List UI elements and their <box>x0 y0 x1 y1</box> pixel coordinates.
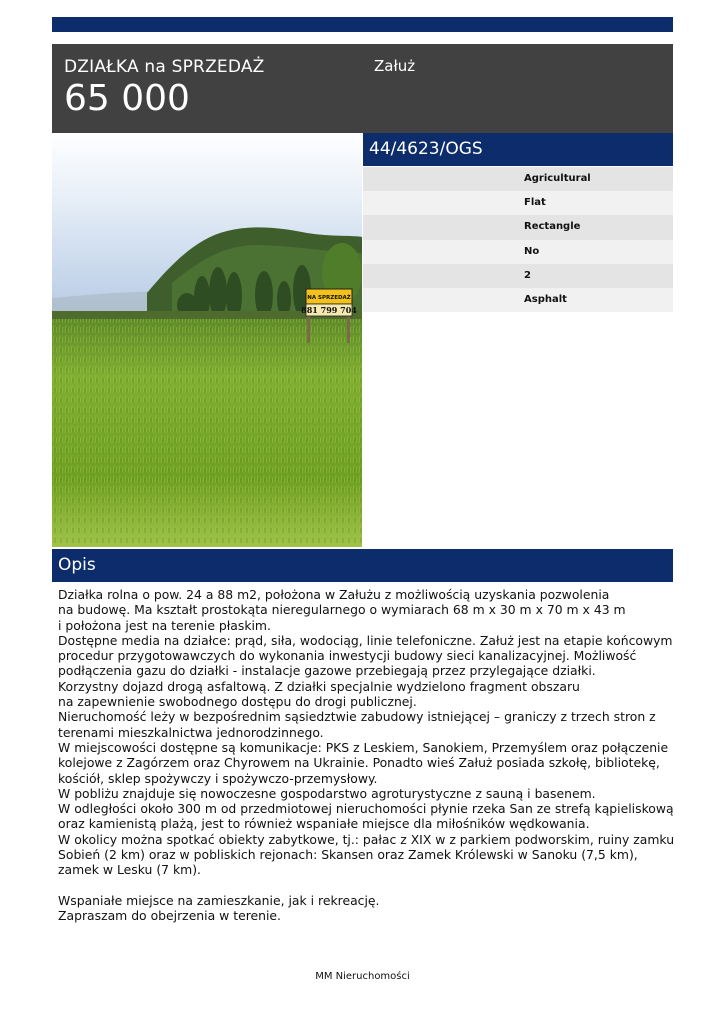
sign-text: NA SPRZEDAŻ <box>307 295 351 301</box>
description-line: procedur przygotowawczych do wykonania inwestycji budowy sieci kanalizacyjnej. Możliwość <box>58 648 637 664</box>
description-line: Zapraszam do obejrzenia w terenie. <box>58 908 281 924</box>
description-line <box>58 878 670 893</box>
description-line: W okolicy można spotkać obiekty zabytkowe, tj.: pałac z XIX w z parkiem podworskim, ruiny zamku <box>58 831 675 847</box>
description-line: podłączenia gazu do działki - instalacje gazowe przebiegają przez przylegające działki. <box>58 663 596 679</box>
description-line: na zapewnienie swobodnego dostępu do drogi publicznej. <box>58 694 417 710</box>
description-line: i położona jest na terenie płaskim. <box>58 617 271 633</box>
reference-number: 44/4623/OGS <box>369 139 483 159</box>
description-line: terenami mieszkalnictwa jednorodzinnego. <box>58 724 324 740</box>
description-heading-bar <box>52 549 673 582</box>
attribute-value: Agricultural <box>524 173 591 184</box>
attribute-value: 2 <box>524 269 531 281</box>
description-line: W odległości około 300 m od przedmiotowej nieruchomości płynie rzeka San ze strefą kąpieliskową <box>58 801 674 817</box>
description-line: Działka rolna o pow. 24 a 88 m2, położona w Załużu z możliwością uzyskania pozwolenia <box>58 587 610 602</box>
attribute-row <box>363 264 673 288</box>
attribute-value: Flat <box>524 197 546 209</box>
attribute-row <box>363 215 673 239</box>
description-line: Nieruchomość leży w bezpośrednim sąsiedztwie zabudowy istniejącej – graniczy z trzech stron z <box>58 709 656 725</box>
description-line: Sobień (2 km) oraz w pobliskich rejonach: Skansen oraz Zamek Królewski w Sanoku (7,5 km), <box>58 847 638 863</box>
description-line: kościół, sklep spożywczy i spożywczo-przemysłowy. <box>58 770 378 786</box>
price: 65 000 <box>64 78 190 119</box>
attribute-row <box>363 191 673 215</box>
description-line: oraz kamienistą plażą, jest to również wspaniałe miejsce dla miłośników wędkowania. <box>58 816 590 832</box>
footer-agency: MM Nieruchomości <box>315 971 410 982</box>
attribute-value: No <box>524 245 540 257</box>
attribute-value: Rectangle <box>524 221 581 233</box>
listing-header <box>52 44 673 133</box>
reference-bar <box>363 133 673 166</box>
property-type: DZIAŁKA na SPRZEDAŻ <box>64 57 265 77</box>
description-line: Korzystny dojazd drogą asfaltową. Z działki specjalnie wydzielono fragment obszaru <box>58 678 580 694</box>
description-line: zamek w Lesku (7 km). <box>58 862 202 878</box>
attribute-row <box>363 167 673 191</box>
attribute-row <box>363 288 673 312</box>
description-line: W pobliżu znajduje się nowoczesne gospodarstwo agroturystyczne z sauną i basenem. <box>58 785 596 801</box>
attributes-list <box>363 167 673 312</box>
attribute-value: Asphalt <box>524 293 567 305</box>
description-heading: Opis <box>58 555 96 575</box>
description-line: Dostępne media na działce: prąd, siła, wodociąg, linie telefoniczne. Załuż jest na etapie końcowym <box>58 632 673 648</box>
description-text <box>58 587 675 924</box>
top-accent-bar <box>52 17 673 32</box>
description-line: Wspaniałe miejsce na zamieszkanie, jak i rekreację. <box>58 892 380 908</box>
property-photo <box>52 133 362 547</box>
sign-phone: 881 799 704 <box>301 305 357 315</box>
description-line: W miejscowości dostępne są komunikacje: PKS z Leskiem, Sanokiem, Przemyślem oraz połączenie <box>58 739 669 755</box>
location: Załuż <box>374 57 416 75</box>
attribute-row <box>363 240 673 264</box>
description-line: na budowę. Ma kształt prostokąta nieregularnego o wymiarach 68 m x 30 m x 70 m x 43 m <box>58 602 626 618</box>
description-line: kolejowe z Zagórzem oraz Chyrowem na Ukrainie. Ponadto wieś Załuż posiada szkołę, bibliotekę, <box>58 755 660 771</box>
